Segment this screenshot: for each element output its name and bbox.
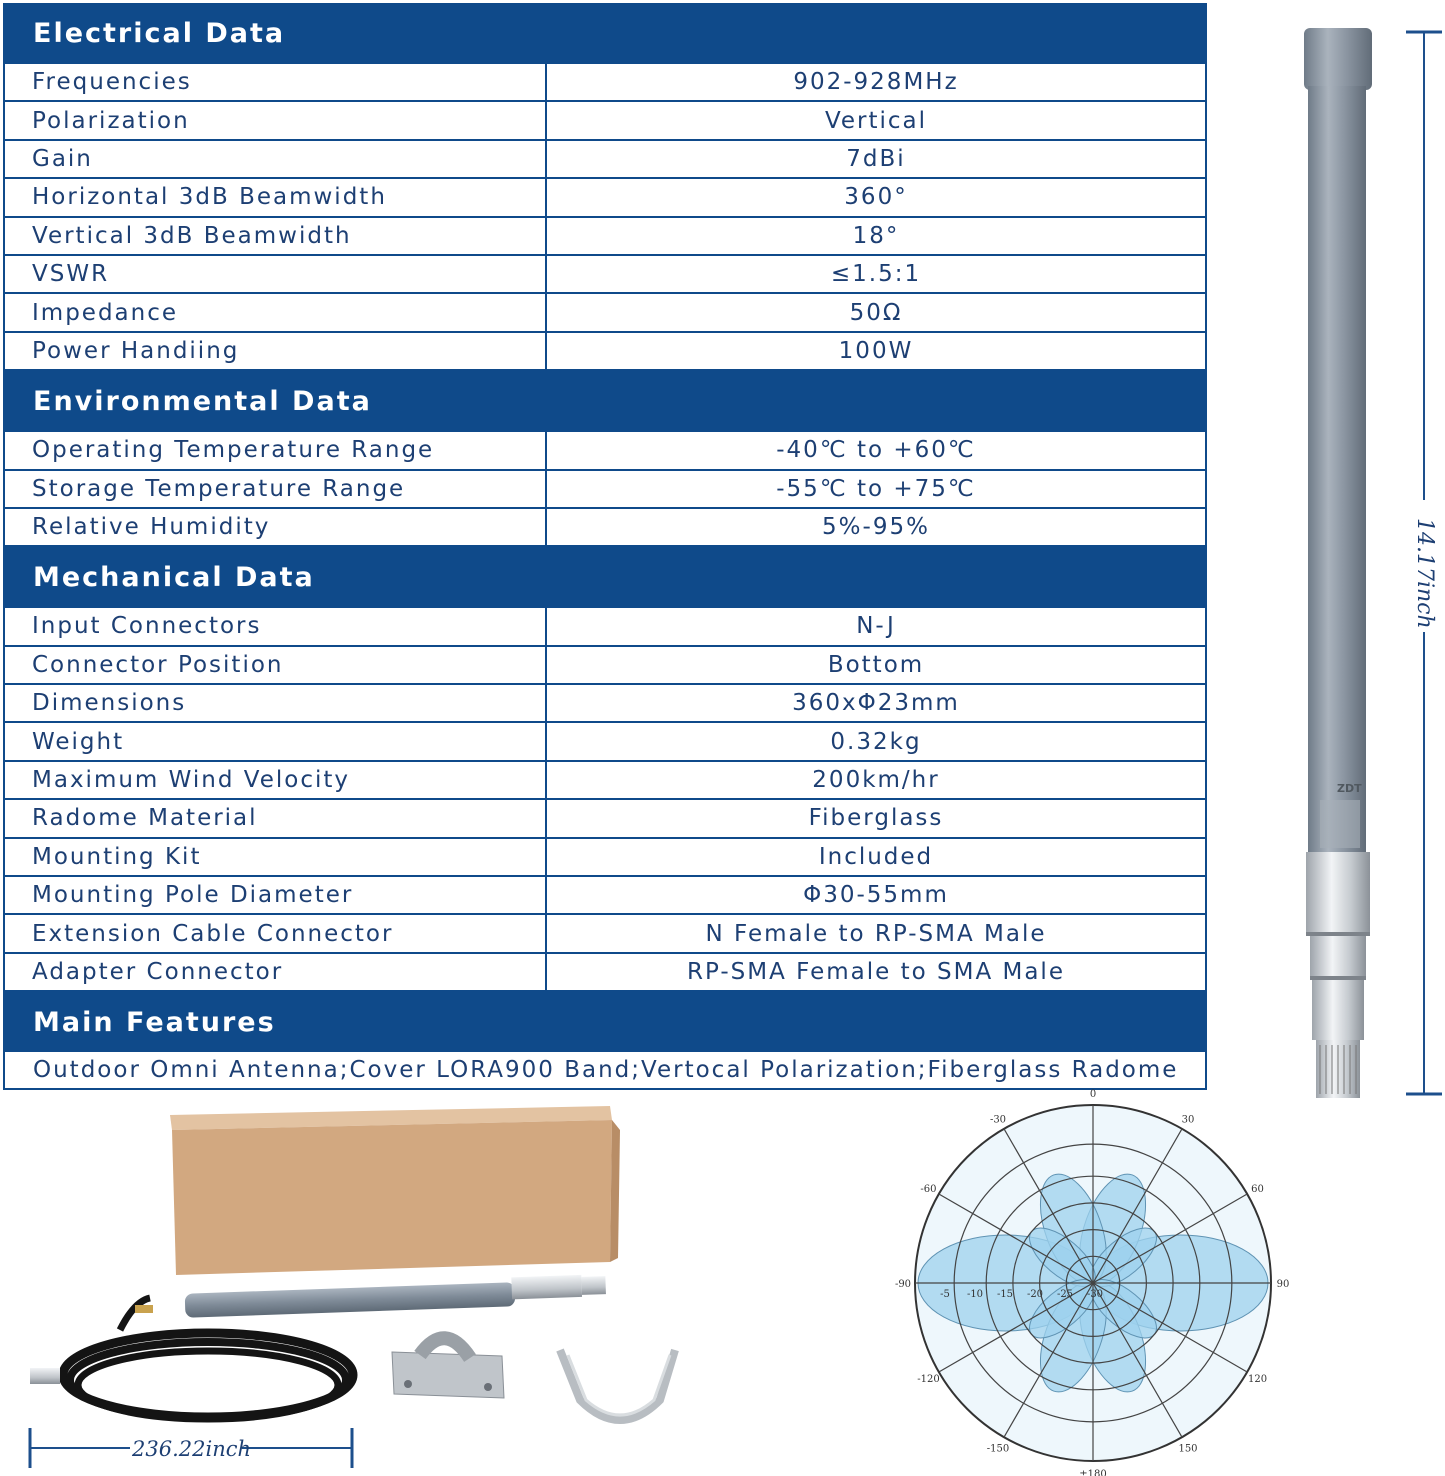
spec-label: Storage Temperature Range: [5, 471, 547, 507]
spec-value: 7dBi: [846, 145, 906, 172]
spec-row: [5, 762, 1205, 800]
spec-row: [5, 102, 1205, 140]
environmental-rows: [5, 432, 1205, 547]
spec-row: [5, 800, 1205, 838]
features-text: Outdoor Omni Antenna;Cover LORA900 Band;Vertocal Polarization;Fiberglass Radome: [5, 1052, 1205, 1090]
spec-label: Weight: [5, 723, 547, 759]
antenna-brand-label: ZDT: [1337, 782, 1362, 795]
radiation-pattern-diagram: [880, 1089, 1300, 1476]
spec-label: Adapter Connector: [5, 954, 547, 990]
electrical-rows: [5, 64, 1205, 371]
sleeve-ring: [1310, 976, 1366, 980]
sma-adapter: [135, 1305, 153, 1313]
section-header-mechanical: [5, 547, 1205, 608]
spec-label: Extension Cable Connector: [5, 915, 547, 951]
antenna-lying: [185, 1275, 606, 1318]
spec-row: [5, 471, 1205, 509]
polar-angle-label: 30: [1181, 1114, 1195, 1126]
polar-ring-label: -25: [1056, 1289, 1074, 1300]
sleeve-ring: [1306, 932, 1370, 936]
spec-value: 100W: [838, 337, 914, 364]
spec-value: Vertical: [824, 107, 928, 134]
spec-row: [5, 179, 1205, 217]
section-title: Mechanical Data: [33, 562, 315, 594]
spec-value: ≤1.5:1: [830, 261, 922, 288]
spec-row: [5, 256, 1205, 294]
spec-value: Included: [818, 843, 934, 870]
spec-label: Radome Material: [5, 800, 547, 836]
spec-row: [5, 954, 1205, 992]
spec-label: Impedance: [5, 294, 547, 330]
antenna-length-label: 14.17inch: [1412, 518, 1437, 629]
polar-angle-label: 0: [1089, 1089, 1097, 1100]
spec-label: Relative Humidity: [5, 509, 547, 545]
spec-row: [5, 685, 1205, 723]
spec-row: [5, 294, 1205, 332]
spec-value: 200km/hr: [812, 767, 940, 794]
spec-table: [3, 3, 1207, 1090]
spec-label: Operating Temperature Range: [5, 432, 547, 468]
spec-label: Frequencies: [5, 64, 547, 100]
spec-label: Horizontal 3dB Beamwidth: [5, 179, 547, 215]
spec-value: 18°: [852, 222, 900, 249]
spec-row: [5, 333, 1205, 371]
cardboard-box: [170, 1106, 620, 1275]
spec-value: 0.32kg: [830, 728, 922, 755]
antenna-radome: [1308, 86, 1366, 856]
spec-row: [5, 64, 1205, 102]
sleeve-lower: [1310, 936, 1366, 976]
spec-value: 902-928MHz: [793, 69, 959, 96]
u-bolt: [560, 1350, 675, 1420]
section-title: Environmental Data: [33, 386, 372, 418]
spec-value: RP-SMA Female to SMA Male: [687, 959, 1065, 985]
spec-value: -55℃ to +75℃: [776, 475, 976, 502]
package-contents-image: [20, 1100, 740, 1470]
spec-row: [5, 723, 1205, 761]
polar-angle-label: -90: [894, 1279, 912, 1290]
spec-value: Φ30-55mm: [803, 882, 949, 909]
spec-row: [5, 915, 1205, 953]
mounting-bracket: [392, 1338, 504, 1398]
spec-label: VSWR: [5, 256, 547, 292]
polar-ring-label: -30: [1086, 1289, 1104, 1300]
polar-ring-label: -10: [966, 1289, 984, 1300]
antenna-image: [1290, 20, 1445, 1105]
spec-row: [5, 432, 1205, 470]
spec-label: Gain: [5, 141, 547, 177]
polar-angle-label: 90: [1276, 1279, 1290, 1290]
spec-value: Fiberglass: [808, 805, 944, 832]
section-header-electrical: [5, 3, 1205, 64]
polar-ring-label: -20: [1026, 1289, 1044, 1300]
antenna-sticker: [1320, 800, 1360, 848]
spec-label: Input Connectors: [5, 608, 547, 644]
polar-angle-label: 150: [1178, 1443, 1198, 1455]
section-title: Electrical Data: [33, 18, 286, 49]
spec-row: [5, 509, 1205, 547]
spec-label: Maximum Wind Velocity: [5, 762, 547, 798]
spec-row: [5, 218, 1205, 256]
polar-angle-label: 120: [1247, 1374, 1268, 1385]
section-header-environmental: [5, 371, 1205, 432]
polar-ring-label: -5: [940, 1289, 950, 1300]
polar-angle-label: -150: [986, 1443, 1010, 1455]
spec-row: [5, 141, 1205, 179]
spec-value: 50Ω: [849, 299, 903, 326]
spec-value: N Female to RP-SMA Male: [705, 920, 1047, 947]
spec-value: 360°: [844, 184, 908, 211]
sleeve-bottom: [1312, 980, 1364, 1040]
spec-label: Mounting Kit: [5, 839, 547, 875]
polar-angle-label: -30: [989, 1114, 1007, 1126]
spec-row: [5, 647, 1205, 685]
spec-row: [5, 608, 1205, 646]
spec-label: Dimensions: [5, 685, 547, 721]
section-header-features: [5, 992, 1205, 1052]
spec-label: Mounting Pole Diameter: [5, 877, 547, 913]
antenna-cap: [1304, 28, 1372, 90]
spec-row: [5, 877, 1205, 915]
spec-value: 360xΦ23mm: [792, 690, 960, 717]
polar-ring-label: -15: [996, 1289, 1014, 1300]
polar-angle-label: 60: [1251, 1184, 1264, 1195]
polar-angle-label: -60: [920, 1184, 937, 1195]
spec-row: [5, 839, 1205, 877]
mechanical-rows: [5, 608, 1205, 992]
cable-n-connector: [30, 1368, 60, 1384]
spec-label: Vertical 3dB Beamwidth: [5, 218, 547, 254]
spec-label: Polarization: [5, 102, 547, 138]
spec-label: Power Handiing: [5, 333, 547, 369]
spec-value: 5%-95%: [822, 514, 930, 541]
polar-angle-label: -120: [917, 1374, 940, 1385]
spec-value: N-J: [856, 613, 896, 640]
section-title: Main Features: [33, 1006, 276, 1038]
spec-value: Bottom: [827, 651, 925, 678]
antenna-metal-sleeve: [1306, 852, 1370, 932]
spec-label: Connector Position: [5, 647, 547, 683]
cable-length-label: 236.22inch: [132, 1437, 252, 1461]
polar-angle-label: ±180: [1079, 1469, 1107, 1476]
spec-value: -40℃ to +60℃: [776, 437, 976, 464]
